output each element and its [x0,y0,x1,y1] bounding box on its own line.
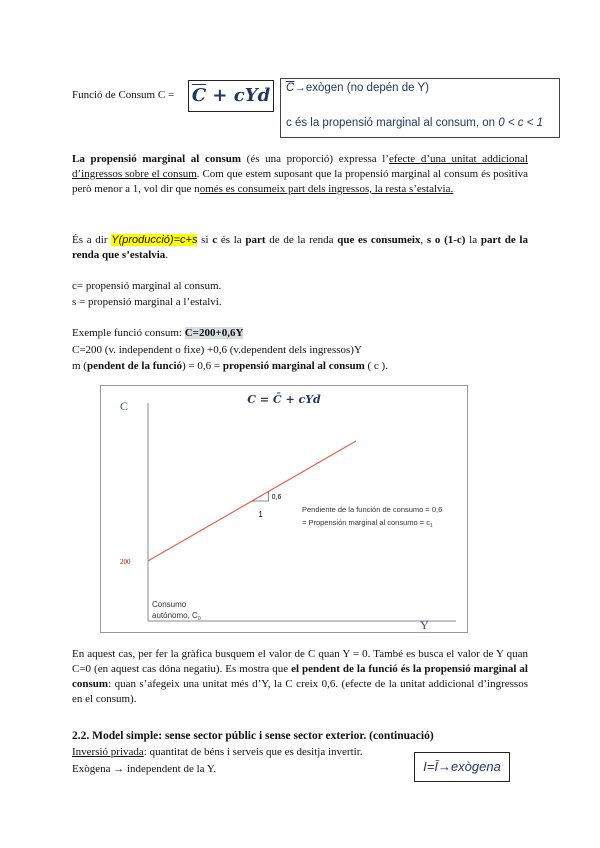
slope-run-label: 1 [258,510,263,519]
paragraph-es-a-dir: És a dir Y(producció)=c+s si c és la part de de la renda que es consumeix, s o (1-c) la part de la renda que s’estalvia. [72,234,528,261]
paragraph-propensio: La propensió marginal al consum (és una proporció) expressa l’efecte d’una unitat addicional d’ingressos sobre el consum. Com que estem suposant que la propensió marginal al consum és positiva però menor a 1, vol dir que només es consumeix part dels ingressos, la resta s’estalvia. [72,153,529,195]
slope-rise-label: 0,6 [271,494,282,502]
example-line-2: C=200 (v. independent o fixe) +0,6 (v.dependent dels ingressos)Y [72,344,362,356]
exogena-line: Exògena → independent de la Y. [72,763,217,775]
consum-formula-box [188,80,274,112]
note-line-2: c és la propensió marginal al consum, on 0 < c < 1 [286,117,543,129]
section-heading: 2.2. Model simple: sense sector públic i sense sector exterior. (continuació) [72,730,434,742]
formula-cbar: $\overline{C}$ [191,85,207,106]
consumo-label-1: Consumo [152,600,187,609]
example-line-3: m (pendent de la funció) = 0,6 = propensió marginal al consum ( c ). [72,360,388,372]
consumo-label-2: autónomo, $C_0$ [152,611,201,622]
example-line-1: Exemple funció consum: C=200+0,6Y [72,327,244,339]
def-c: c= propensió marginal al consum. [72,280,222,292]
formula-rest: + cYd [206,85,271,106]
note-line-1: $\overline{C}\to exògen$ (no depén de Y) [286,82,430,94]
slope-annotation-1: Pendiente de la función de consumo = 0,6 [302,505,443,514]
slope-annotation-2: = Propensión marginal al consumo = $c_1$ [302,518,433,529]
chart-xlabel: Y [420,618,429,632]
chart-title: C = C̄ + cYd [247,393,321,406]
inversio-box: I=Ī→exògena [414,752,510,782]
inversio-line: Inversió privada: quantitat de béns i serveis que es desitja invertir. [72,746,363,758]
paragraph-grafica: En aquest cas, per fer la gràfica busquem el valor de C quan Y = 0. També es busca el valor de Y quan C=0 (en aquest cas dóna negatiu). Es mostra que el pendent de la funció és la propensió marginal al consum: quan s’afegeix una unitat més d’Y, la C creix 0,6. (efecte de la unitat addicional d’ingressos en el consum). [72,648,528,705]
note-box [280,78,560,138]
def-s: s = propensió marginal a l’estalvi. [72,296,222,308]
consum-chart [100,385,468,633]
intercept-label: 200 [120,558,131,566]
consum-function-label: Funció de Consum C = [72,89,175,101]
chart-ylabel: C [120,399,129,413]
